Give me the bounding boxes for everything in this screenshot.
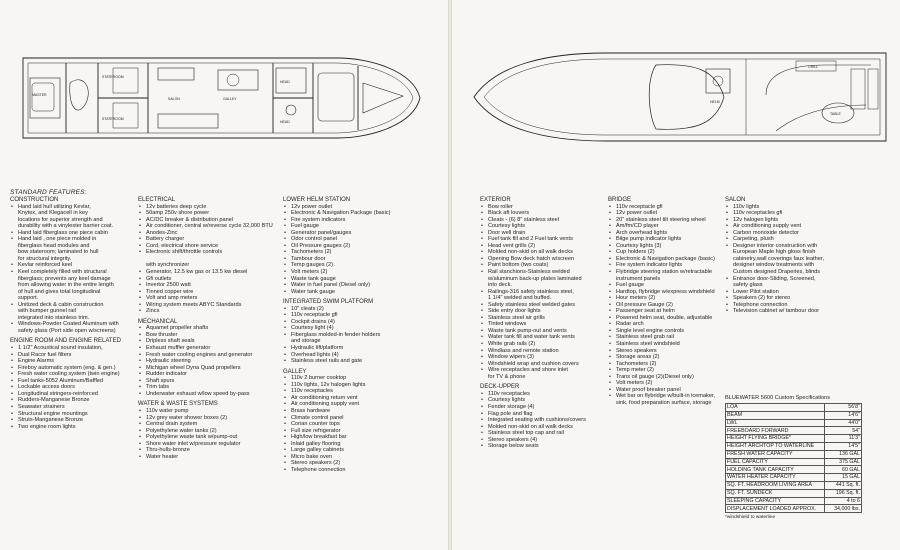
feature-item: • Hand laid , one piece molded in fiberglass head modules and bow stateroom; laminated to hull for structural integrity. <box>10 236 128 262</box>
feature-item: • Powered helm seat, double, adjustable <box>608 315 720 322</box>
feature-item: • Corian counter tops <box>283 421 433 428</box>
spec-label: FUEL CAPACITY <box>726 458 825 466</box>
feature-item: • Windows-Powder Coated Aluminum with safety glass (Port side open w/screens) <box>10 321 128 334</box>
feature-item: • 12v batteries deep cycle <box>138 204 278 211</box>
feature-item: • Underwater exhaust w/low speed by-pass <box>138 391 278 398</box>
feature-item: • Integrated seating with cushions/covers <box>480 417 598 424</box>
feature-item: • Gfi outlets <box>138 276 278 283</box>
feature-item: • Climate control panel <box>283 415 433 422</box>
lower-deck-floor-plan <box>18 48 428 148</box>
feature-column <box>725 197 865 315</box>
feature-item: • Air conditioning supply vent <box>725 223 865 230</box>
feature-list <box>283 306 433 365</box>
spec-label: HEIGHT FLYING BRIDGE* <box>726 435 825 443</box>
feature-item: • Full size refrigerator <box>283 428 433 435</box>
feature-item: • Courtesy light (4) <box>283 325 433 332</box>
feature-item: • Odor control panel <box>283 236 433 243</box>
feature-item: • Wet bar on flybridge w/built-in icemaker, sink, food preparation surface, storage <box>608 393 720 406</box>
spec-value: 14'6" <box>825 411 862 419</box>
feature-item: • Struts-Manganese Bronze <box>10 417 128 424</box>
spec-row <box>726 458 862 466</box>
feature-item: • 110v receptacle gfi <box>608 204 720 211</box>
spec-value: 14'5" <box>825 442 862 450</box>
spec-row <box>726 505 862 513</box>
feature-item: • Safety stainless steel welded gates <box>480 302 598 309</box>
feature-item: • Carbon monoxide detector <box>725 230 865 237</box>
feature-list <box>283 375 433 473</box>
feature-item: • Central drain system <box>138 421 278 428</box>
feature-item: • 110v receptacles <box>480 391 598 398</box>
spec-value: 44'0" <box>825 419 862 427</box>
feature-item: • Rudders-Manganese Bronze <box>10 397 128 404</box>
plan-label: HELM <box>710 100 720 104</box>
feature-item: • Windshield wrap and cushion covers <box>480 361 598 368</box>
feature-list <box>480 204 598 381</box>
feature-item: • Passenger seat at helm <box>608 308 720 315</box>
feature-item: • Railings-316 safety stainless steel, 1 1/4" welded and buffed. <box>480 289 598 302</box>
specs-footnote: *windshield to waterline <box>725 515 776 521</box>
feature-item: • Fire system indicators <box>283 217 433 224</box>
spec-label: DISPLACEMENT LOADED APPROX. <box>726 505 825 513</box>
plan-label: GALLEY <box>223 97 237 101</box>
feature-item: • Inlaid galley flooring <box>283 441 433 448</box>
feature-item: • Television cabinet w/ tambour door <box>725 308 865 315</box>
spec-label: SLEEPING CAPACITY <box>726 497 825 505</box>
feature-item: • Shore water inlet w/pressure regulator <box>138 441 278 448</box>
feature-item: • AC/DC breaker & distribution panel <box>138 217 278 224</box>
feature-item: • Temp gauges (2) <box>283 262 433 269</box>
feature-item: • Two engine room lights <box>10 424 128 431</box>
section-title: EXTERIOR <box>480 197 511 203</box>
feature-item: • Stereo speakers (2) <box>283 460 433 467</box>
feature-item: • Tachometers (2) <box>608 361 720 368</box>
section-title: ENGINE ROOM AND ENGINE RELATED <box>10 338 121 345</box>
feature-item: • Black aft louvers <box>480 210 598 217</box>
feature-item: • Courtesy lights <box>480 223 598 230</box>
feature-item: • Cup holders (2) <box>608 249 720 256</box>
feature-item: • Generator panel/gauges <box>283 230 433 237</box>
feature-item: • Volt meters (2) <box>608 380 720 387</box>
feature-item: • Water proof breaker panel <box>608 387 720 394</box>
feature-item: • Single level engine controls <box>608 328 720 335</box>
feature-item: • Wire receptacles and shore inlet for TV & phone <box>480 367 598 380</box>
feature-item: • Large galley cabinets <box>283 447 433 454</box>
feature-item: • Seawater strainers <box>10 404 128 411</box>
feature-item: • Micro bake oven <box>283 454 433 461</box>
feature-item: • Telephone connection <box>725 302 865 309</box>
plan-label: TABLE <box>830 112 841 116</box>
feature-item: • Radar arch <box>608 321 720 328</box>
spec-label: FRESH WATER CAPACITY <box>726 450 825 458</box>
feature-item: • 20" stainless steel tilt steering wheel <box>608 217 720 224</box>
spec-row <box>726 466 862 474</box>
feature-item: • 1 1/2" Acoustical sound insulation, <box>10 345 128 352</box>
feature-item: • Stereo speakers <box>608 348 720 355</box>
feature-item: • Aquamet propeller shafts <box>138 325 278 332</box>
feature-item: • Fuel tank fill and 2 Fuel tank vents <box>480 236 598 243</box>
section-title: MECHANICAL <box>138 318 178 325</box>
feature-item: • Molded non-skid on all walk decks <box>480 249 598 256</box>
feature-item: • Air conditioning return vent <box>283 395 433 402</box>
spec-value: 15 GAL <box>825 474 862 482</box>
feature-item: • Stainless steel top cap and rail <box>480 430 598 437</box>
feature-item: • Fender storage (4) <box>480 404 598 411</box>
spec-value: 56'8" <box>825 404 862 412</box>
feature-item: • Battery charger <box>138 236 278 243</box>
feature-item: • Invertor 2500 watt <box>138 282 278 289</box>
section-title: LOWER HELM STATION <box>283 197 351 203</box>
spec-row <box>726 411 862 419</box>
spec-row <box>726 474 862 482</box>
specifications-panel <box>725 395 865 520</box>
spec-label: FREEBOARD FORWARD <box>726 427 825 435</box>
feature-item: • Unitized deck & cabin construction with bumper gunnel rail integrated into stainless trim. <box>10 302 128 322</box>
spec-value: 34,000 lbs. <box>825 505 862 513</box>
feature-column <box>283 197 433 473</box>
feature-item: • Michigan wheel Dyna Quad propellers <box>138 365 278 372</box>
spec-value: 11'3" <box>825 435 862 443</box>
feature-list <box>138 408 278 460</box>
plan-label: HEAD <box>280 120 290 124</box>
spec-row <box>726 497 862 505</box>
feature-item: • Volt meters (2) <box>283 269 433 276</box>
feature-item: • Keel completely filled with structural fiberglass; prevents any keel damage from allowing water in the entire length of hull and gives total longitudinal support. <box>10 269 128 302</box>
spec-row <box>726 450 862 458</box>
feature-item: • 12v grey water shower boxes (2) <box>138 415 278 422</box>
feature-item: • Hydraulic lift/platform <box>283 345 433 352</box>
feature-item: • Paint bottom (two coats) <box>480 262 598 269</box>
feature-item: • 10" cleats (2) <box>283 306 433 313</box>
feature-column <box>608 197 720 407</box>
spec-value: 54" <box>825 427 862 435</box>
specs-title: BLUEWATER 5600 Custom Specifications <box>725 395 831 401</box>
feature-item: • Storage areas (2) <box>608 354 720 361</box>
feature-list <box>283 204 433 296</box>
spec-label: WATER HEATER CAPACITY <box>726 474 825 482</box>
spec-row <box>726 481 862 489</box>
plan-label: STATEROOM <box>102 117 124 121</box>
feature-item: • Water tank fill and water tank vents <box>480 334 598 341</box>
feature-item: • Molded non-skid on all walk decks <box>480 424 598 431</box>
page-fold <box>448 0 452 550</box>
feature-item: • 110v receptacle gfi <box>283 312 433 319</box>
section-title: INTEGRATED SWIM PLATFORM <box>283 299 374 306</box>
feature-item: • Fiberglass molded-in fender holders and storage <box>283 332 433 345</box>
section-title: CONSTRUCTION <box>10 197 59 203</box>
feature-item: • Water heater <box>138 454 278 461</box>
feature-item: • Lower Pilot station <box>725 289 865 296</box>
feature-item: • Opening Bow deck hatch w/screen <box>480 256 598 263</box>
upper-deck-floor-plan <box>466 45 892 150</box>
standard-features-heading: STANDARD FEATURES: <box>10 189 87 196</box>
feature-item: • White grab rails (2) <box>480 341 598 348</box>
feature-item: • 50amp 250v shore power <box>138 210 278 217</box>
feature-list <box>138 204 278 315</box>
feature-item: • Telephone connection <box>283 467 433 474</box>
section-title: DECK-UPPER <box>480 384 520 391</box>
feature-item: • Head vent grills (2) <box>480 243 598 250</box>
plan-label: GRILL <box>808 65 819 69</box>
spec-label: HOLDING TANK CAPACITY <box>726 466 825 474</box>
specs-table <box>725 403 862 513</box>
feature-item: • Electronic & Navigation Package (basic) <box>283 210 433 217</box>
feature-item: • Designer interior construction with European Maple high gloss finish cabinetry,wall coverings faux leather, designer window treatments with Custom designed Draperies, blinds <box>725 243 865 276</box>
feature-item: • 110v lights <box>725 204 865 211</box>
feature-item: • 110v water pump <box>138 408 278 415</box>
feature-item: • Rudder indicator <box>138 371 278 378</box>
feature-item: • Longitudinal stringers-reinforced <box>10 391 128 398</box>
feature-item: • Stainless steel air grills <box>480 315 598 322</box>
feature-item: • Waste tank gauge <box>283 276 433 283</box>
feature-list <box>725 204 865 315</box>
feature-item: • Speakers (2) for stereo <box>725 295 865 302</box>
feature-column <box>10 197 128 430</box>
section-title: WATER & WASTE SYSTEMS <box>138 401 218 408</box>
spec-label: SQ. FT. HEADROOM LIVING AREA <box>726 481 825 489</box>
feature-item: • Hour meters (2) <box>608 295 720 302</box>
plan-label: MASTER <box>32 93 47 97</box>
feature-item: • Polyethylene waste tank w/pump-out <box>138 434 278 441</box>
feature-item: • Windlass and remote station <box>480 348 598 355</box>
feature-item: • Oil pressure Gauge (2) <box>608 302 720 309</box>
plan-label: SALON <box>168 97 180 101</box>
feature-item: • Bilge pump indicator lights <box>608 236 720 243</box>
feature-list <box>138 325 278 397</box>
feature-item: • Air conditioning supply vent <box>283 401 433 408</box>
feature-item: • Structural engine mountings <box>10 411 128 418</box>
feature-item: • Am/fm/CD player <box>608 223 720 230</box>
feature-item: • Zincs <box>138 308 278 315</box>
feature-item: • Temp meter (2) <box>608 367 720 374</box>
feature-item: • High/low breakfast bar <box>283 434 433 441</box>
feature-item: • Engine Alarms <box>10 358 128 365</box>
feature-item: • Stainless steel windshield <box>608 341 720 348</box>
feature-item: • Hand laid hull utilizing Kevlar, Knytex, and Klegacell in key locations for superior strength and durability with a vinylester barrier coat. <box>10 204 128 230</box>
feature-item: • Anodes-Zinc <box>138 230 278 237</box>
feature-item: • Bow thruster <box>138 332 278 339</box>
spec-label: BEAM <box>726 411 825 419</box>
feature-item: • Stainless steel rails and gate <box>283 358 433 365</box>
feature-item: • Side entry door lights <box>480 308 598 315</box>
spec-label: HEIGHT ARCHTOP TO WATERLINE <box>726 442 825 450</box>
feature-item: • Generator, 12.5 kw gas or 13.5 kw diesel <box>138 269 278 276</box>
feature-item: • Fuel gauge <box>283 223 433 230</box>
feature-column <box>480 197 598 450</box>
section-title: BRIDGE <box>608 197 632 203</box>
feature-list <box>10 204 128 335</box>
feature-item: • 110v lights, 12v halogen lights <box>283 382 433 389</box>
feature-item: • 110v receptacles gfi <box>725 210 865 217</box>
feature-item: • 12v halogen lights <box>725 217 865 224</box>
spec-value: 441 Sq. ft. <box>825 481 862 489</box>
feature-item: • Fresh water cooling engines and generator <box>138 352 278 359</box>
feature-item: • Electronic shift/throttle controls with synchronizer <box>138 249 278 269</box>
spec-label: LWL <box>726 419 825 427</box>
feature-item: • Hardtop, flybridge w/express windshield <box>608 289 720 296</box>
feature-item: • Shaft spurs <box>138 378 278 385</box>
spec-label: LOA <box>726 404 825 412</box>
feature-item: • Door well drain <box>480 230 598 237</box>
feature-item: • Exhaust muffler generator <box>138 345 278 352</box>
feature-item: • 110v receptacles <box>283 388 433 395</box>
feature-item: • Flybridge steering station w/retractable instrument panels <box>608 269 720 282</box>
feature-item: • Trim tabs <box>138 384 278 391</box>
feature-item: • 12v power outlet <box>608 210 720 217</box>
spec-value: 136 GAL <box>825 450 862 458</box>
spec-row <box>726 419 862 427</box>
feature-item: • Tinted windows <box>480 321 598 328</box>
feature-item: • Kevlar reinforced keel <box>10 262 128 269</box>
feature-item: • Carpeting, plush <box>725 236 865 243</box>
spec-row <box>726 435 862 443</box>
spec-value: 196 Sq. ft. <box>825 489 862 497</box>
feature-column <box>138 197 278 460</box>
spec-row <box>726 404 862 412</box>
feature-item: • Cleats - (6) 8" stainless steel <box>480 217 598 224</box>
feature-item: • Air conditioner, central w/reverse cycle 32,000 BTU <box>138 223 278 230</box>
spec-row <box>726 489 862 497</box>
plan-label: STATEROOM <box>102 75 124 79</box>
spec-value: 4 to 6 <box>825 497 862 505</box>
feature-list <box>608 204 720 407</box>
feature-item: • Water tank gauge <box>283 289 433 296</box>
feature-item: • Volt and amp meters <box>138 295 278 302</box>
feature-item: • 12v power outlet <box>283 204 433 211</box>
feature-item: • Trans oil gauge (2)(Diesel only) <box>608 374 720 381</box>
feature-item: • Fuel gauge <box>608 282 720 289</box>
feature-item: • Fuel tanks-5052 Aluminum/Baffled <box>10 378 128 385</box>
spec-row <box>726 442 862 450</box>
feature-item: • Polyethylene water tanks (2) <box>138 428 278 435</box>
section-title: SALON <box>725 197 746 203</box>
feature-item: • Fireboy automatic system (eng. & gen.) <box>10 365 128 372</box>
feature-item: • Cockpit drains (4) <box>283 319 433 326</box>
feature-item: • Brass hardware <box>283 408 433 415</box>
plan-label: HEAD <box>280 80 290 84</box>
feature-item: • Fire system indicator lights <box>608 262 720 269</box>
spec-value: 60 GAL <box>825 466 862 474</box>
feature-item: • Entrance door-Sliding, Screened, safety glass <box>725 276 865 289</box>
feature-item: • Courtesy lights (3) <box>608 243 720 250</box>
feature-list <box>10 345 128 430</box>
section-title: ELECTRICAL <box>138 197 176 203</box>
feature-item: • 110v 2 burner cooktop <box>283 375 433 382</box>
feature-item: • Stereo speakers (4) <box>480 437 598 444</box>
feature-list <box>480 391 598 450</box>
feature-item: • Dripless shaft seals <box>138 338 278 345</box>
feature-item: • Dual Racor fuel filters <box>10 352 128 359</box>
feature-item: • Water in fuel panel (Diesel only) <box>283 282 433 289</box>
spec-value: 375 GAL <box>825 458 862 466</box>
feature-item: • Window wipers (3) <box>480 354 598 361</box>
feature-item: • Storage below seats <box>480 443 598 450</box>
feature-item: • Tambour door <box>283 256 433 263</box>
section-title: GALLEY <box>283 368 307 375</box>
feature-item: • Fresh water cooling system (twin engine) <box>10 371 128 378</box>
feature-item: • Stainless steel grab rail <box>608 334 720 341</box>
feature-item: • Thru-hulls-bronze <box>138 447 278 454</box>
feature-item: • Waste tank pump-out and vents <box>480 328 598 335</box>
feature-item: • Tachometers (2) <box>283 249 433 256</box>
feature-item: • Cord, electrical shore service <box>138 243 278 250</box>
feature-item: • Courtesy lights <box>480 397 598 404</box>
feature-item: • Oil Pressure gauges (2) <box>283 243 433 250</box>
feature-item: • Rail stanchions-Stainless welded w/aluminum back-up plates laminated into deck. <box>480 269 598 289</box>
feature-item: • Overhead lights (4) <box>283 352 433 359</box>
feature-item: • Lockable access doors <box>10 384 128 391</box>
feature-item: • Hand laid fiberglass one piece cabin <box>10 230 128 237</box>
feature-item: • Flag pole and flag <box>480 411 598 418</box>
feature-item: • Wiring system meets ABYC Standards <box>138 302 278 309</box>
spec-row <box>726 427 862 435</box>
feature-item: • Tinned copper wire <box>138 289 278 296</box>
feature-item: • Bow roller <box>480 204 598 211</box>
feature-item: • Electronic & Navigation package (basic) <box>608 256 720 263</box>
feature-item: • Arch overhead lights <box>608 230 720 237</box>
spec-label: SQ. FT. SUNDECK <box>726 489 825 497</box>
feature-item: • Hydraulic steering <box>138 358 278 365</box>
